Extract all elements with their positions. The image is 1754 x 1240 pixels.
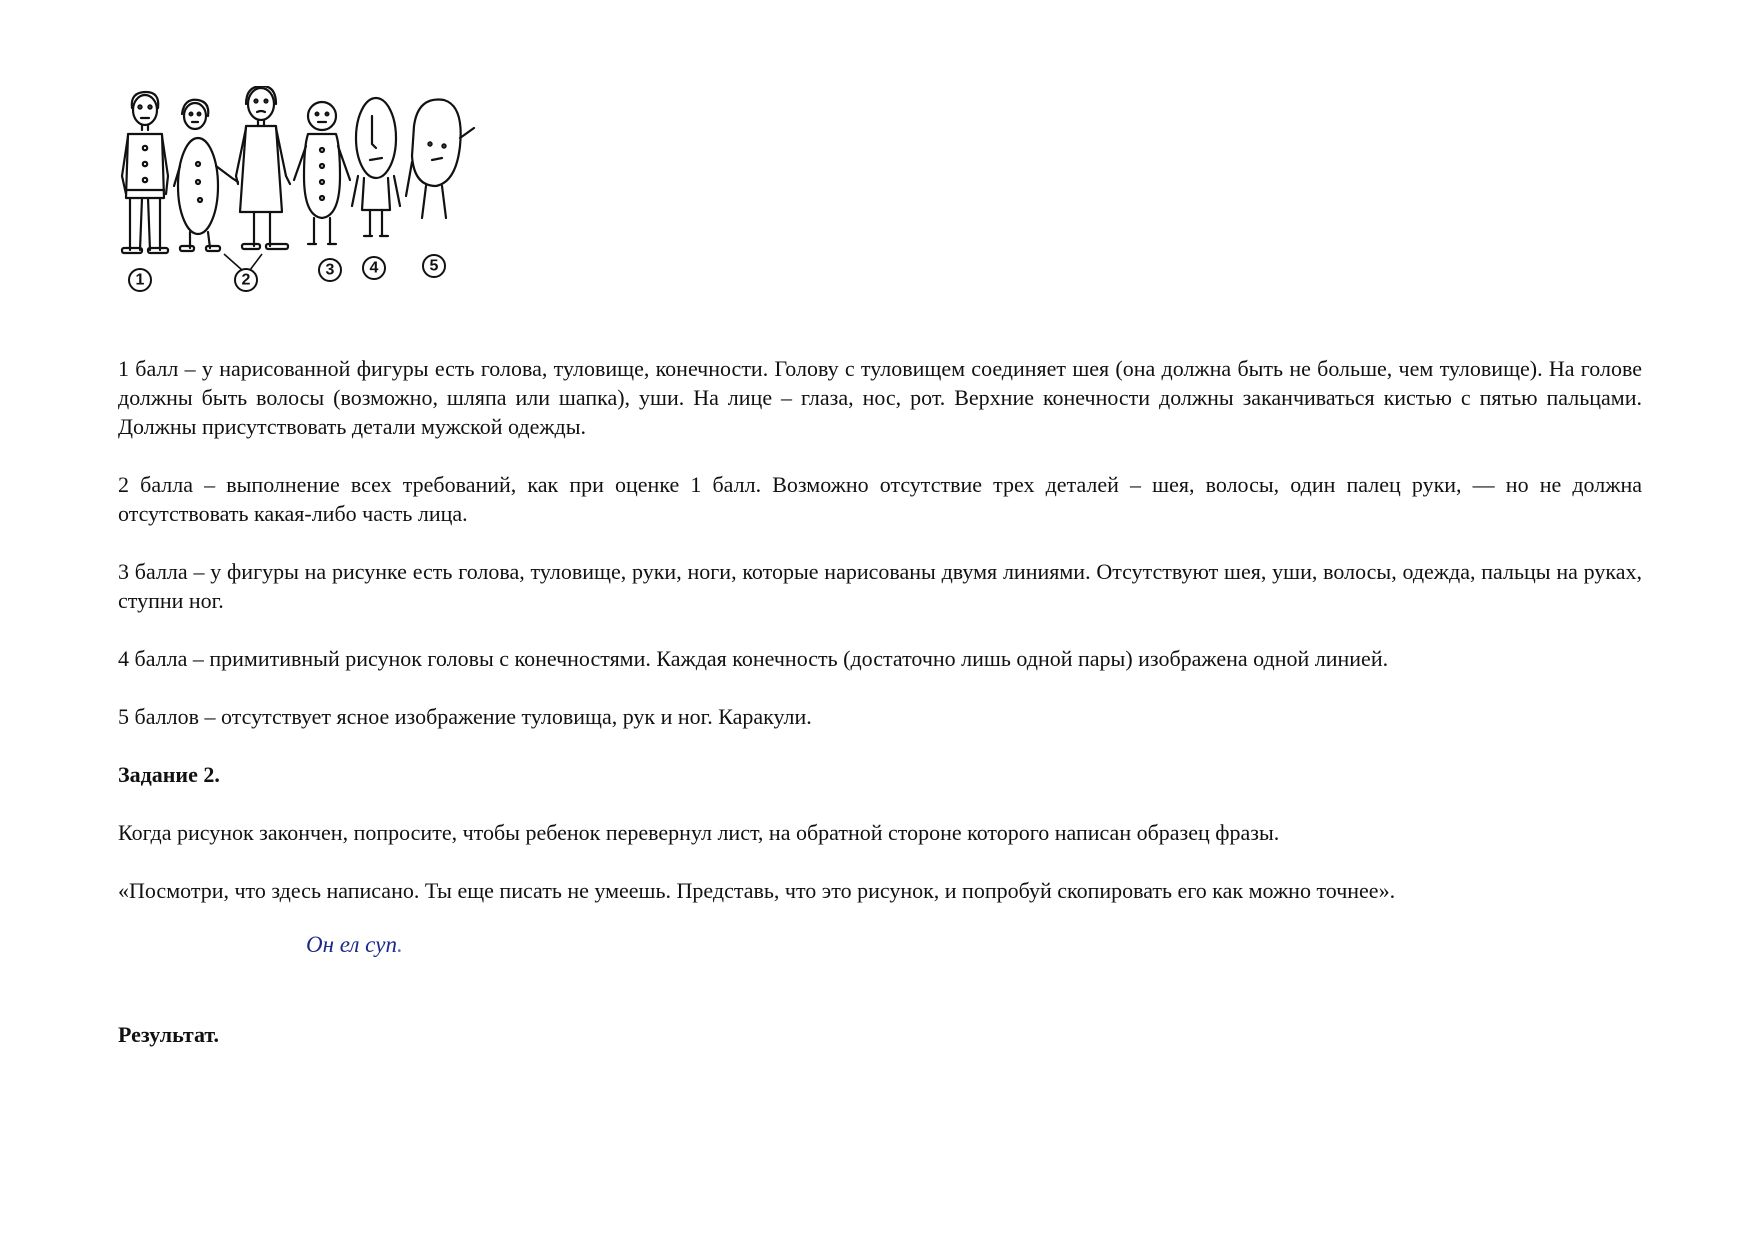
task-2-quote: «Посмотри, что здесь написано. Ты еще писать не умеешь. Представь, что это рисунок, и попробуй скопировать его как можно точнее». [118,878,1396,903]
criterion-score-4: 4 балла – примитивный рисунок головы с конечностями. Каждая конечность (достаточно лишь одной пары) изображена одной линией. [118,646,1389,671]
figure-drawings-illustration [118,86,526,326]
criterion-score-1: 1 балл – у нарисованной фигуры есть голова, туловище, конечности. Голову с туловищем соединяет шея (она должна быть не больше, чем туловище). На голове должны быть волосы (возможно, шляпа или шапка), уши. На лице – глаза, нос, рот. Верхние конечности должны заканчиваться кистью с пятью пальцами. Должны присутствовать детали мужской одежды. [118,356,1642,439]
criterion-score-5: 5 баллов – отсутствует ясное изображение туловища, рук и ног. Каракули. [118,704,812,729]
svg-text:4: 4 [369,259,379,277]
criterion-score-2: 2 балла – выполнение всех требований, как при оценке 1 балл. Возможно отсутствие трех деталей – шея, волосы, один палец руки, — но не должна отсутствовать какая-либо часть лица. [118,472,1642,526]
figure-2b-drawing [236,86,290,249]
result-heading: Результат. [118,1022,220,1047]
figure-4-drawing [352,98,400,236]
criterion-score-3: 3 балла – у фигуры на рисунке есть голова, туловище, руки, ноги, которые нарисованы двумя линиями. Отсутствуют шея, уши, волосы, одежда, пальцы на руках, ступни ног. [118,559,1642,613]
svg-text:2: 2 [241,271,251,289]
figure-1-drawing [122,92,168,253]
figure-number-3 [319,259,341,281]
task-2-heading: Задание 2. [118,762,220,787]
sample-phrase-text: Он ел суп [306,932,397,957]
figure-number-4 [363,257,385,279]
figure-3-drawing [294,102,350,244]
svg-text:1: 1 [135,271,145,289]
task-2-instruction: Когда рисунок закончен, попросите, чтобы ребенок перевернул лист, на обратной стороне которого написан образец фразы. [118,820,1280,845]
sample-phrase [306,932,403,958]
figure-5-drawing [406,100,474,218]
figure-number-5 [423,255,445,277]
figure-number-2 [224,254,262,291]
figure-number-1 [129,269,151,291]
sample-phrase-period: . [396,932,403,957]
svg-text:5: 5 [429,257,439,275]
svg-text:3: 3 [325,261,335,279]
figure-2a-drawing [174,100,238,251]
